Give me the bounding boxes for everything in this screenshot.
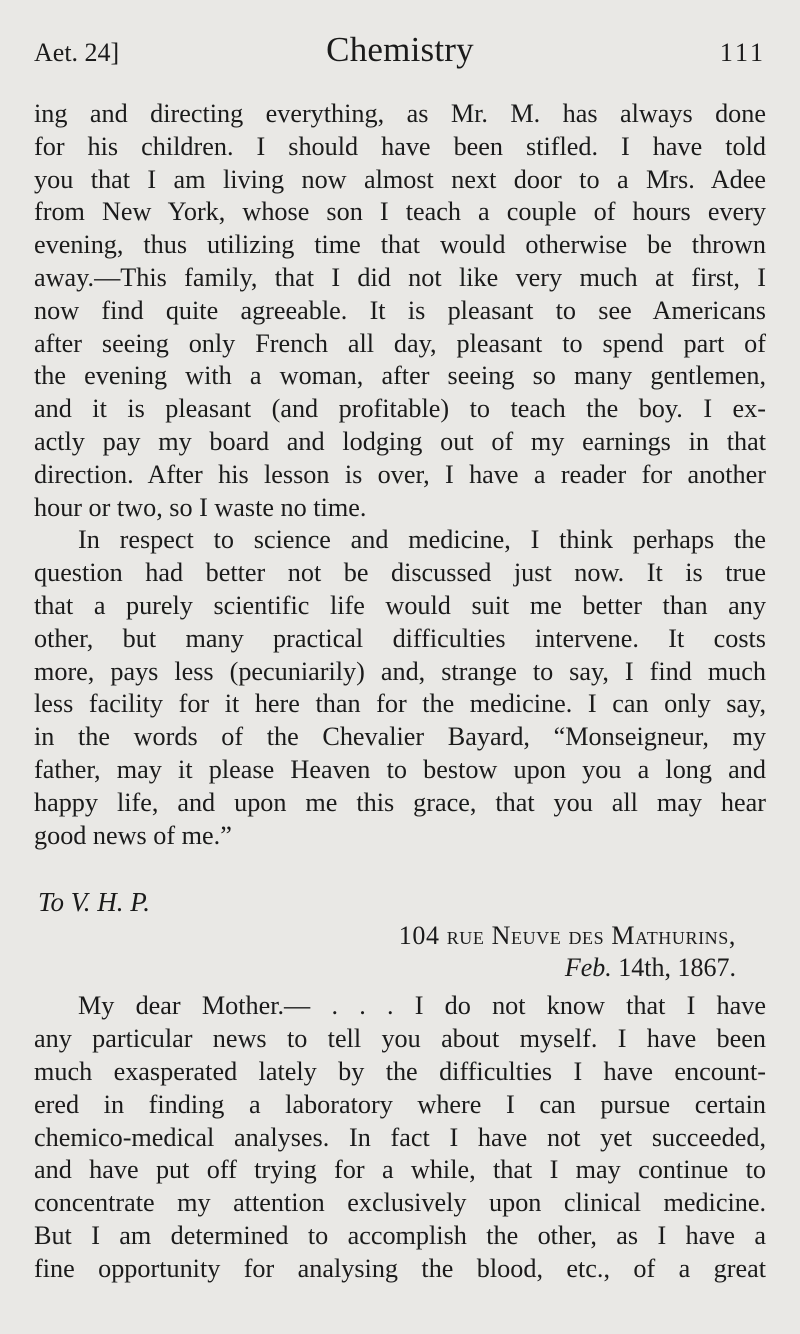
letter-heading	[34, 884, 766, 984]
text-line: that a purely scientific life would suit me better than any	[34, 590, 766, 620]
text-line: My dear Mother.— . . . I do not know that I have	[78, 991, 766, 1021]
text-line: ing and directing everything, as Mr. M. has always done	[34, 99, 766, 128]
text-line: But I am determined to accomplish the other, as I have a	[34, 1220, 766, 1250]
text-line: now find quite agreeable. It is pleasant to see Americans	[34, 295, 766, 325]
text-line: after seeing only French all day, pleasant to spend part of	[34, 328, 766, 358]
text-line: and have put off trying for a while, that I may continue to	[34, 1155, 766, 1185]
paragraph-1	[34, 98, 766, 524]
text-line: you that I am living now almost next door to a Mrs. Adee	[34, 164, 766, 194]
letter-date	[34, 952, 736, 984]
text-line: for his children. I should have been stifled. I have told	[34, 131, 766, 161]
text-line: away.—This family, that I did not like very much at first, I	[34, 262, 766, 292]
letter-recipient: To V. H. P.	[38, 887, 151, 918]
text-line: any particular news to tell you about myself. I have been	[34, 1024, 766, 1054]
header-age-note: Aet. 24]	[34, 38, 120, 67]
text-line: less facility for it here than for the medicine. I can only say,	[34, 689, 766, 719]
text-line: from New York, whose son I teach a couple of hours every	[34, 197, 766, 227]
text-line: chemico-medical analyses. In fact I have not yet succeeded,	[34, 1122, 766, 1152]
text-line: In respect to science and medicine, I think perhaps the	[78, 525, 766, 555]
text-line: direction. After his lesson is over, I have a reader for another	[34, 459, 766, 489]
page-number: 111	[719, 38, 766, 67]
text-line: good news of me.”	[34, 820, 232, 850]
text-line: other, but many practical difficulties intervene. It costs	[34, 623, 766, 653]
text-line: in the words of the Chevalier Bayard, “Monseigneur, my	[34, 722, 766, 752]
text-line: happy life, and upon me this grace, that you all may hear	[34, 787, 766, 817]
text-line: father, may it please Heaven to bestow upon you a long and	[34, 754, 766, 784]
text-line: evening, thus utilizing time that would otherwise be thrown	[34, 230, 766, 260]
text-line: actly pay my board and lodging out of my earnings in that	[34, 426, 766, 456]
letter-date-month: Feb.	[564, 953, 612, 983]
letter-address: 104 rue Neuve des Mathurins,	[398, 921, 736, 951]
text-line: fine opportunity for analysing the blood, etc., of a great	[34, 1253, 766, 1283]
chapter-title: Chemistry	[326, 30, 474, 69]
letter-date-rest: 14th, 1867.	[611, 953, 736, 983]
running-header	[34, 0, 766, 98]
paragraph-2	[34, 524, 766, 852]
paragraph-3	[34, 990, 766, 1285]
text-line: hour or two, so I waste no time.	[34, 492, 367, 522]
text-line: and it is pleasant (and profitable) to teach the boy. I ex-	[34, 394, 766, 424]
text-line: more, pays less (pecuniarily) and, strange to say, I find much	[34, 656, 766, 686]
text-line: much exasperated lately by the difficulties I have encount-	[34, 1056, 766, 1086]
text-line: question had better not be discussed just now. It is true	[34, 558, 766, 588]
text-line: the evening with a woman, after seeing so many gentlemen,	[34, 361, 766, 391]
text-line: ered in finding a laboratory where I can pursue certain	[34, 1089, 766, 1119]
text-line: concentrate my attention exclusively upon clinical medicine.	[34, 1188, 766, 1218]
